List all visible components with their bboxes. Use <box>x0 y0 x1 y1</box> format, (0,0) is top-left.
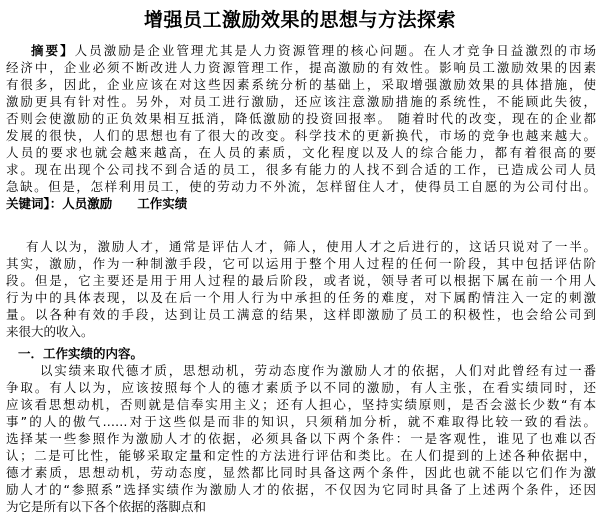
cutoff-line <box>6 499 596 514</box>
keywords-text: 人员激励 工作实绩 <box>62 196 188 211</box>
abstract-line: 经济中，企业必须不断改进人力资源管理工作，提高激励的有效性。影响员工激励效果的因素 <box>6 60 596 75</box>
document-title: 增强员工激励效果的思想与方法探索 <box>143 9 456 31</box>
abstract-line: 求。现在出现个公司找不到合适的员工，很多有能力的人找不到合适的工作，已造成公司人员 <box>6 162 596 177</box>
section-block <box>6 345 596 498</box>
abstract-line: 激励更具有针对性。另外，对员工进行激励，还应该注意激励措施的系统性，不能顾此失彼， <box>6 94 596 109</box>
cutoff-text: 为它是所有以下各个依据的落脚点和 <box>6 499 207 514</box>
abstract-line: 否则会使激励的正负效果相互抵消，降低激励的投资回报率。 随着时代的改变，现在的企业都 <box>6 111 596 126</box>
abstract-text: 人员激励是企业管理尤其是人力资源管理的核心问题。在人才竞争日益激烈的市场 <box>74 43 596 58</box>
section-line: 应该看思想动机，否则就是信奉实用主义；还有人担心，坚持实绩原则，是否会滋长少数“有本 <box>6 397 596 412</box>
section-line: 认；二是可比性，能够采取定量和定性的方法进行评估和类比。在人们提到的上述各种依据中， <box>6 448 596 463</box>
body-line: 行为中的具体表现，以及在后一个用人行为中承担的任务的难度，对下属酌情注入一定的刺激 <box>6 290 596 305</box>
abstract-line: 发展的很快，人们的思想也有了很大的改变。科学技术的更新换代，市场的竞争也越来越大。 <box>6 128 596 143</box>
section-line: 事”的人的傲气……对于这些似是而非的知识，只须稍加分析，就不难取得比较一致的看法。 <box>6 414 596 429</box>
body-paragraph <box>6 238 596 340</box>
keywords-line <box>6 195 596 212</box>
abstract-line: 人员的要求也就会越来越高，在人员的素质，文化程度以及人的综合能力，都有着很高的要 <box>6 145 596 160</box>
section-line: 争取。有人以为，应该按照每个人的德才素质予以不同的激励，有人主张，在看实绩同时，还 <box>6 380 596 395</box>
abstract-line: 急缺。但是，怎样利用员工，使的劳动力不外流，怎样留住人才，使得员工自愿的为公司付出。 <box>6 179 596 194</box>
section-line: 以实绩来取代德才质，思想动机，劳动态度作为激励人才的依据，人们对此曾经有过一番 <box>40 363 596 378</box>
keywords-label: 关键词】： <box>6 196 63 211</box>
body-line: 来很大的收入。 <box>6 324 94 339</box>
body-line: 其实，激励，作为一种制激手段，它可以运用于整个用人过程的任何一阶段，其中包括评估阶 <box>6 256 596 271</box>
abstract-block <box>6 42 596 212</box>
abstract-line <box>6 42 596 59</box>
section-line: 德才素质，思想动机，劳动态度，显然都比同时具备这两个条件，因此也就不能以它们作为激 <box>6 465 596 480</box>
abstract-line: 有很多，因此，企业应该在对这些因素系统分析的基础上，采取增强激励效果的具体措施，使 <box>6 77 596 92</box>
body-line: 段。但是，它主要还是用于用人过程的最后阶段，或者说，领导者可以根据下属在前一个用人 <box>6 273 596 288</box>
section-line: 励人才的“参照系”选择实绩作为激励人才的依据，不仅因为它同时具备了上述两个条件，还因 <box>6 482 596 497</box>
section-line: 选择某一些参照作为激励人才的依据，必须具备以下两个条件：一是客观性，谁见了也难以否 <box>6 431 596 446</box>
abstract-label: 摘要】 <box>31 43 75 58</box>
body-line: 量。以各种有效的手段，达到让员工满意的结果，这样即激励了员工的积极性，也会给公司到 <box>6 307 596 322</box>
section-heading: 一．工作实绩的内容。 <box>18 346 144 361</box>
body-line: 有人以为，激励人才，通常是评估人才，筛人，使用人才之后进行的，这话只说对了一半。 <box>26 239 596 254</box>
